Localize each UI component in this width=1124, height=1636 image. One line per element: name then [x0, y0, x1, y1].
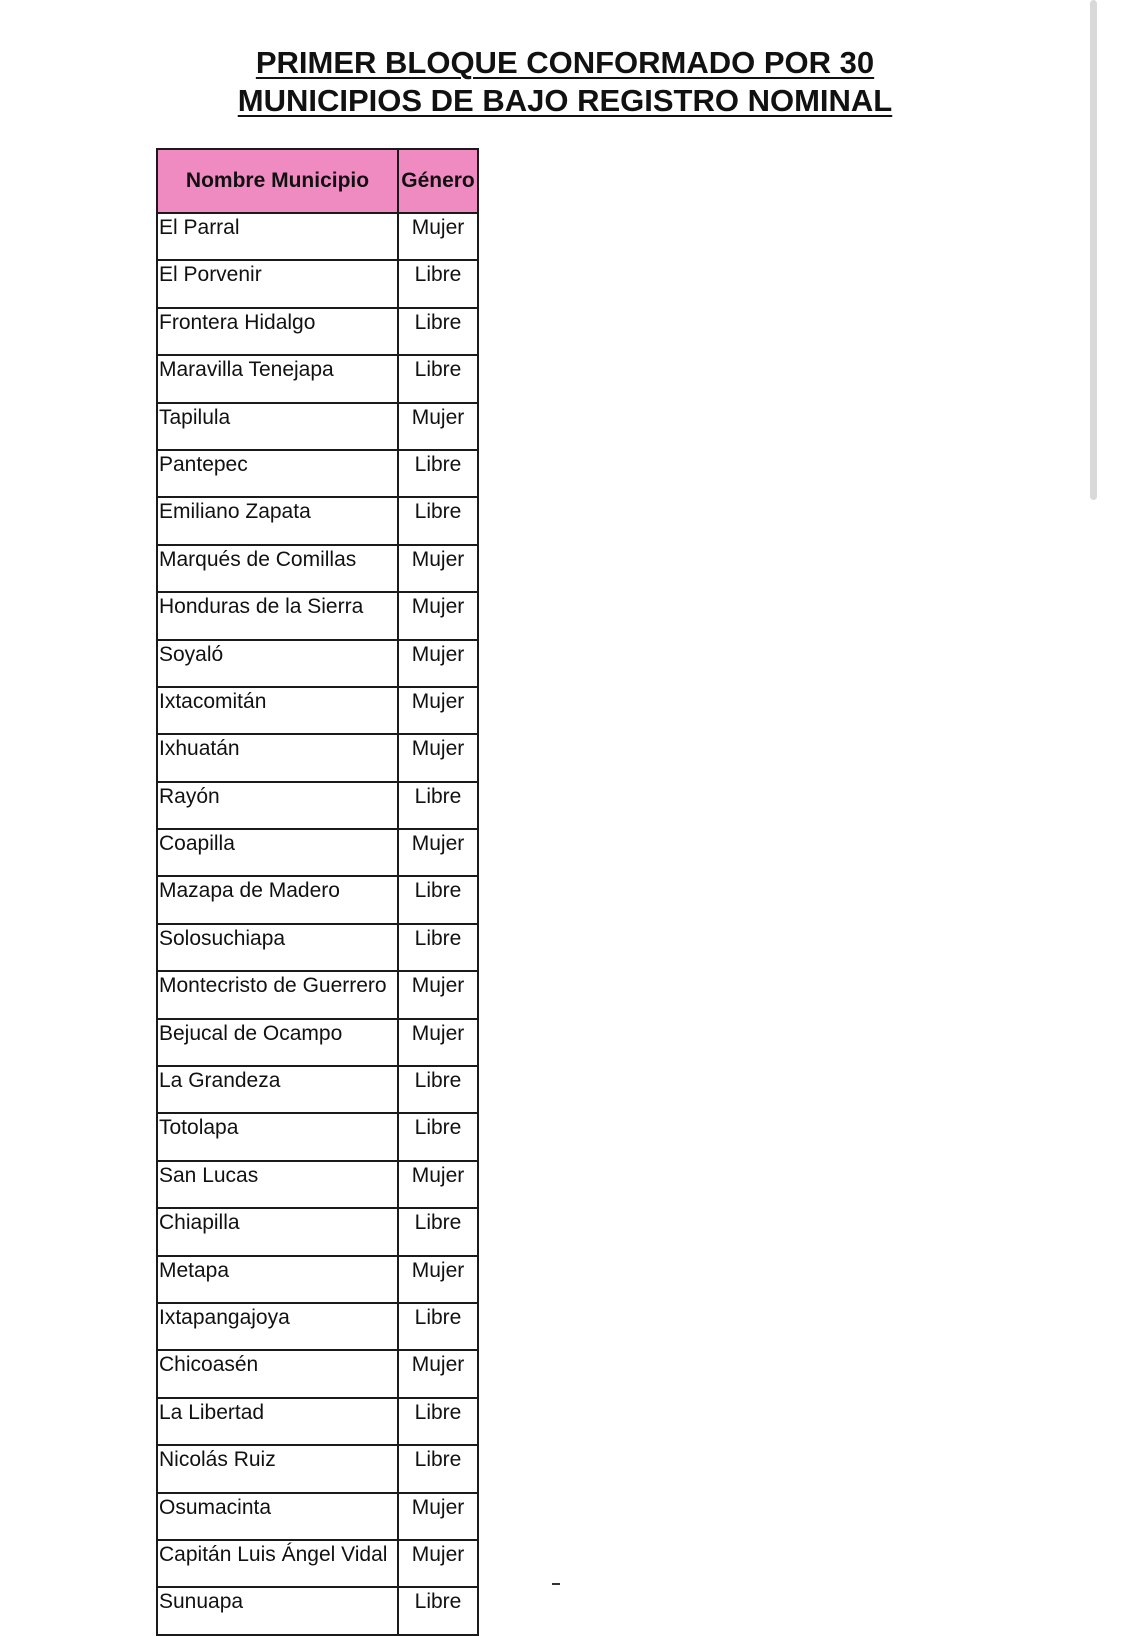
table-row: [157, 1587, 478, 1634]
header-genero: Género: [398, 149, 478, 213]
table-row: [157, 545, 478, 592]
header-nombre-municipio: Nombre Municipio: [157, 149, 398, 213]
table-row: [157, 450, 478, 497]
municipio-name-cell: Osumacinta: [157, 1493, 398, 1540]
genero-cell: Libre: [398, 260, 478, 307]
page-marker: [552, 1583, 560, 1585]
genero-cell: Mujer: [398, 687, 478, 734]
table-row: [157, 1256, 478, 1303]
genero-cell: Libre: [398, 1113, 478, 1160]
table-row: [157, 308, 478, 355]
table-row: [157, 734, 478, 781]
municipio-name-cell: La Grandeza: [157, 1066, 398, 1113]
municipio-name-cell: La Libertad: [157, 1398, 398, 1445]
municipio-name-cell: Bejucal de Ocampo: [157, 1019, 398, 1066]
genero-cell: Libre: [398, 1303, 478, 1350]
table-row: [157, 1445, 478, 1492]
table-row: [157, 687, 478, 734]
municipio-name-cell: El Porvenir: [157, 260, 398, 307]
table-row: [157, 1208, 478, 1255]
genero-cell: Mujer: [398, 829, 478, 876]
genero-cell: Mujer: [398, 403, 478, 450]
genero-cell: Libre: [398, 1587, 478, 1634]
municipio-name-cell: Coapilla: [157, 829, 398, 876]
municipio-name-cell: Frontera Hidalgo: [157, 308, 398, 355]
municipio-name-cell: Rayón: [157, 782, 398, 829]
municipio-name-cell: Marqués de Comillas: [157, 545, 398, 592]
table-row: [157, 403, 478, 450]
municipio-name-cell: Capitán Luis Ángel Vidal: [157, 1540, 398, 1587]
genero-cell: Libre: [398, 1066, 478, 1113]
table-row: [157, 1493, 478, 1540]
municipio-name-cell: Emiliano Zapata: [157, 497, 398, 544]
genero-cell: Libre: [398, 450, 478, 497]
municipio-name-cell: Sunuapa: [157, 1587, 398, 1634]
genero-cell: Libre: [398, 924, 478, 971]
genero-cell: Libre: [398, 308, 478, 355]
municipio-name-cell: Maravilla Tenejapa: [157, 355, 398, 402]
municipio-name-cell: Totolapa: [157, 1113, 398, 1160]
table-row: [157, 876, 478, 923]
municipio-name-cell: Ixtacomitán: [157, 687, 398, 734]
genero-cell: Mujer: [398, 1161, 478, 1208]
genero-cell: Mujer: [398, 1540, 478, 1587]
genero-cell: Mujer: [398, 971, 478, 1018]
municipio-name-cell: Nicolás Ruiz: [157, 1445, 398, 1492]
genero-cell: Libre: [398, 355, 478, 402]
genero-cell: Mujer: [398, 1350, 478, 1397]
table-row: [157, 1161, 478, 1208]
genero-cell: Libre: [398, 782, 478, 829]
genero-cell: Mujer: [398, 734, 478, 781]
municipio-name-cell: Montecristo de Guerrero: [157, 971, 398, 1018]
table-row: [157, 1303, 478, 1350]
municipio-name-cell: Honduras de la Sierra: [157, 592, 398, 639]
municipio-name-cell: Chicoasén: [157, 1350, 398, 1397]
table-row: [157, 592, 478, 639]
table-header-row: [157, 149, 478, 213]
document-title: [0, 44, 1124, 120]
municipio-name-cell: San Lucas: [157, 1161, 398, 1208]
municipio-name-cell: El Parral: [157, 213, 398, 260]
genero-cell: Mujer: [398, 640, 478, 687]
municipio-name-cell: Mazapa de Madero: [157, 876, 398, 923]
table-row: [157, 782, 478, 829]
genero-cell: Mujer: [398, 592, 478, 639]
title-line-2: MUNICIPIOS DE BAJO REGISTRO NOMINAL: [237, 83, 893, 118]
municipio-name-cell: Ixtapangajoya: [157, 1303, 398, 1350]
municipio-name-cell: Solosuchiapa: [157, 924, 398, 971]
genero-cell: Libre: [398, 1208, 478, 1255]
genero-cell: Mujer: [398, 213, 478, 260]
table-row: [157, 1019, 478, 1066]
table-row: [157, 1066, 478, 1113]
table-row: [157, 1540, 478, 1587]
table-row: [157, 213, 478, 260]
table-row: [157, 1350, 478, 1397]
table-row: [157, 260, 478, 307]
municipio-name-cell: Tapilula: [157, 403, 398, 450]
genero-cell: Mujer: [398, 1019, 478, 1066]
municipios-table-container: [156, 148, 479, 1636]
table-row: [157, 355, 478, 402]
municipios-table: [156, 148, 479, 1636]
municipio-name-cell: Chiapilla: [157, 1208, 398, 1255]
table-row: [157, 1113, 478, 1160]
table-body: [157, 213, 478, 1635]
genero-cell: Libre: [398, 876, 478, 923]
table-row: [157, 829, 478, 876]
municipio-name-cell: Soyaló: [157, 640, 398, 687]
genero-cell: Libre: [398, 1398, 478, 1445]
table-row: [157, 640, 478, 687]
table-row: [157, 497, 478, 544]
genero-cell: Libre: [398, 1445, 478, 1492]
municipio-name-cell: Pantepec: [157, 450, 398, 497]
genero-cell: Mujer: [398, 545, 478, 592]
table-row: [157, 924, 478, 971]
municipio-name-cell: Metapa: [157, 1256, 398, 1303]
vertical-scrollbar[interactable]: [1090, 0, 1097, 500]
genero-cell: Mujer: [398, 1256, 478, 1303]
table-row: [157, 971, 478, 1018]
genero-cell: Mujer: [398, 1493, 478, 1540]
genero-cell: Libre: [398, 497, 478, 544]
title-line-1: PRIMER BLOQUE CONFORMADO POR 30: [255, 45, 875, 80]
table-row: [157, 1398, 478, 1445]
municipio-name-cell: Ixhuatán: [157, 734, 398, 781]
